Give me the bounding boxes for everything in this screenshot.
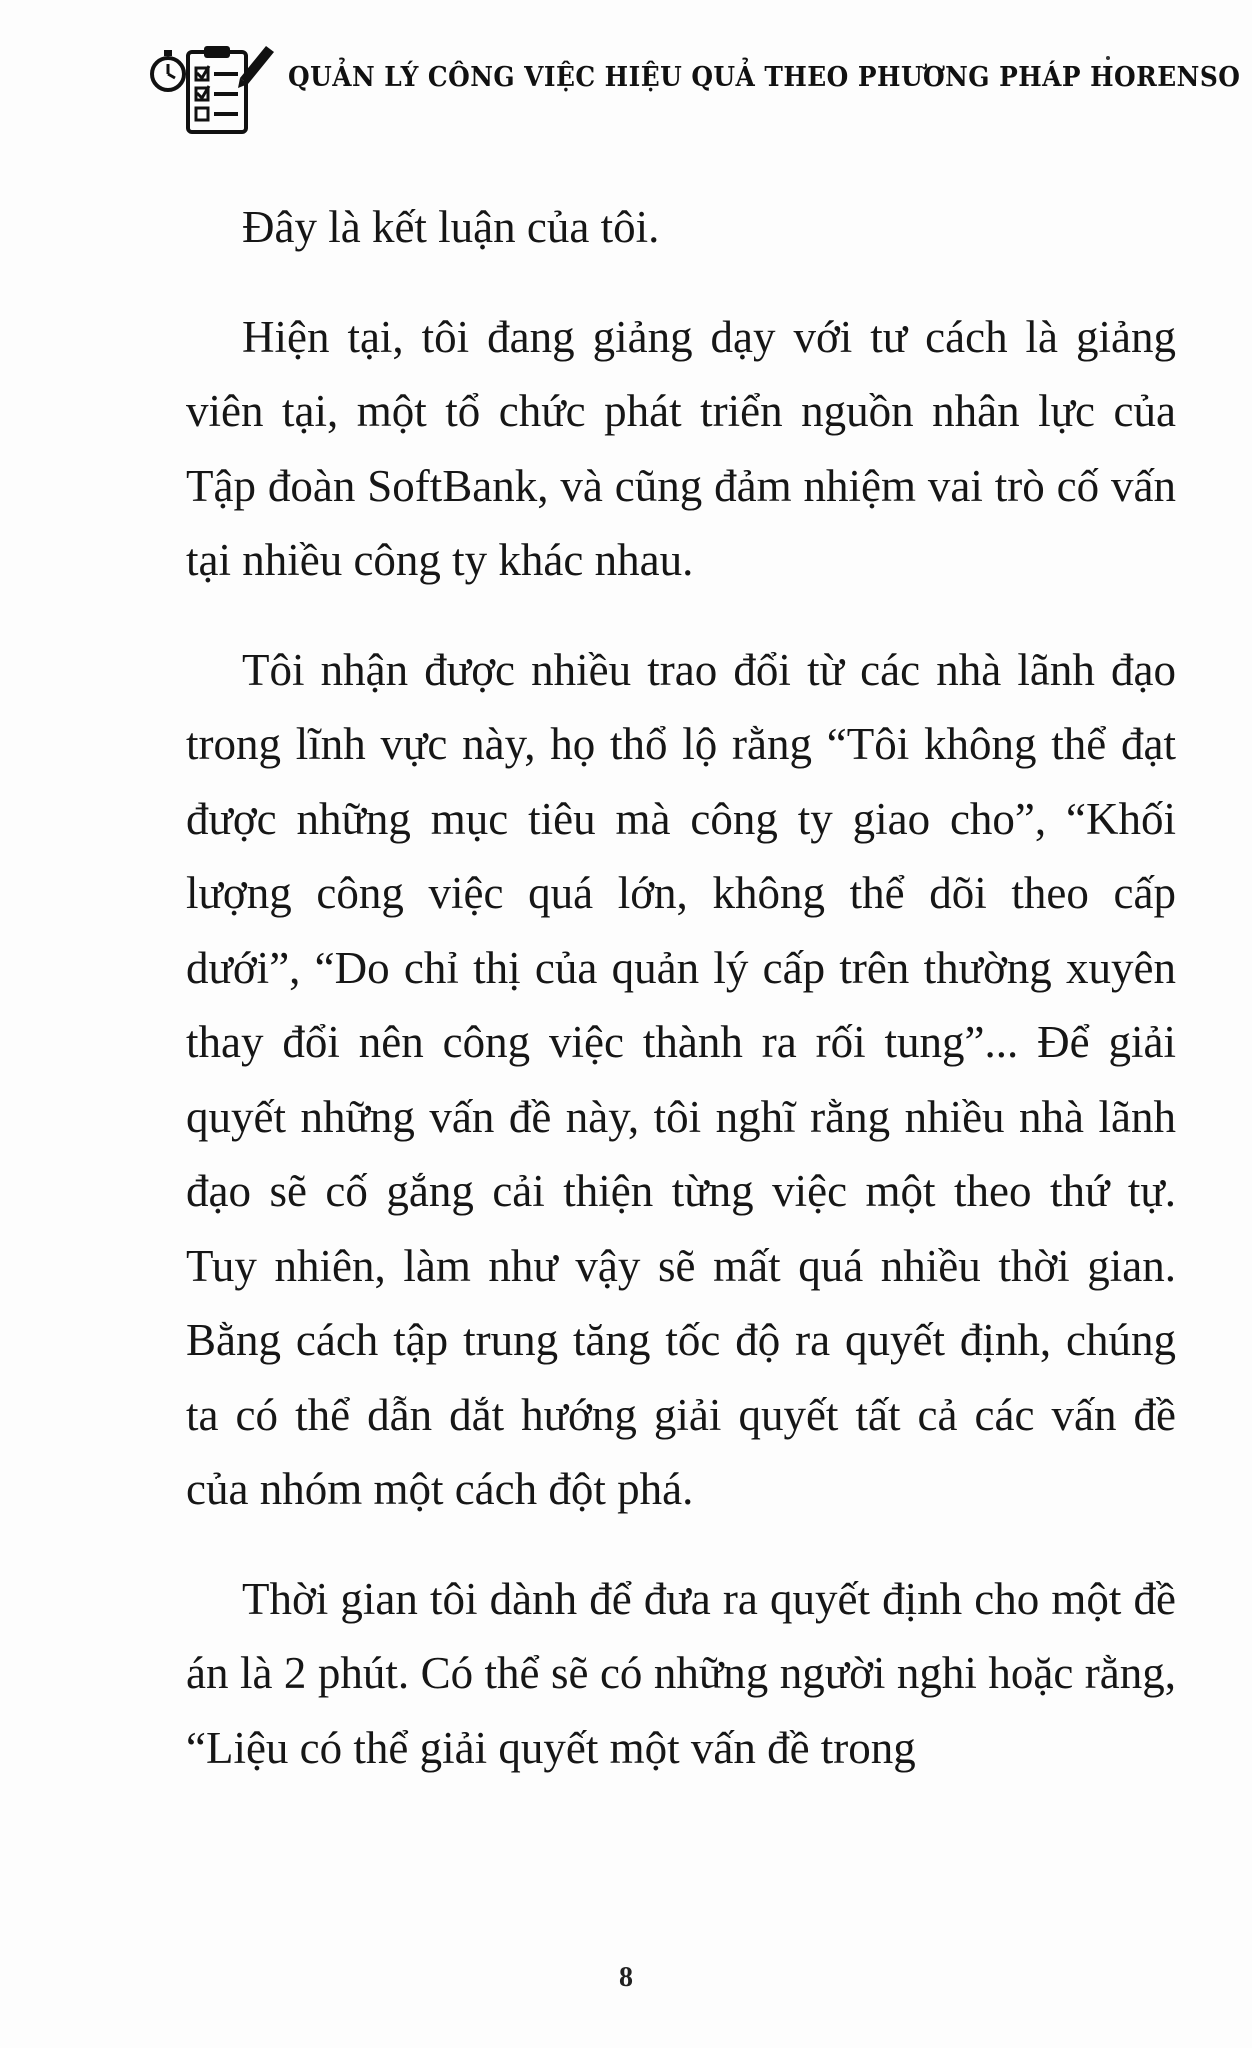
body-text [186, 190, 1176, 1820]
running-header [148, 38, 1241, 138]
paragraph: Đây là kết luận của tôi. [242, 202, 660, 252]
running-header-title: QUẢN LÝ CÔNG VIỆC HIỆU QUẢ THEO PHƯƠNG PHÁP HORENSO [288, 62, 1241, 93]
paragraph: Tôi nhận được nhiều trao đổi từ các nhà lãnh đạo trong lĩnh vực này, họ thổ lộ rằng “Tôi không thể đạt được những mục tiêu mà công ty giao cho”, “Khối lượng công việc quá lớn, không thể dõi theo cấp dưới”, “Do chỉ thị của quản lý cấp trên thường xuyên thay đổi nên công việc thành ra rối tung”... Để giải quyết những vấn đề này, tôi nghĩ rằng nhiều nhà lãnh đạo sẽ cố gắng cải thiện từng việc một theo thứ tự. Tuy nhiên, làm như vậy sẽ mất quá nhiều thời gian. Bằng cách tập trung tăng tốc độ ra quyết định, chúng ta có thể dẫn dắt hướng giải quyết tất cả các vấn đề của nhóm một cách đột phá. [186, 644, 1176, 1514]
paragraph: Hiện tại, tôi đang giảng dạy với tư cách là giảng viên tại, một tổ chức phát triển nguồn nhân lực của Tập đoàn SoftBank, và cũng đảm nhiệm vai trò cố vấn tại nhiều công ty khác nhau. [186, 311, 1176, 585]
paragraph: Thời gian tôi dành để đưa ra quyết định cho một đề án là 2 phút. Có thể sẽ có những người nghi hoặc rằng, “Liệu có thể giải quyết một vấn đề trong [186, 1573, 1176, 1773]
page-number: 8 [619, 1962, 633, 1993]
clipboard-checklist-stopwatch-icon [148, 38, 278, 138]
scan-speck [1106, 56, 1110, 60]
